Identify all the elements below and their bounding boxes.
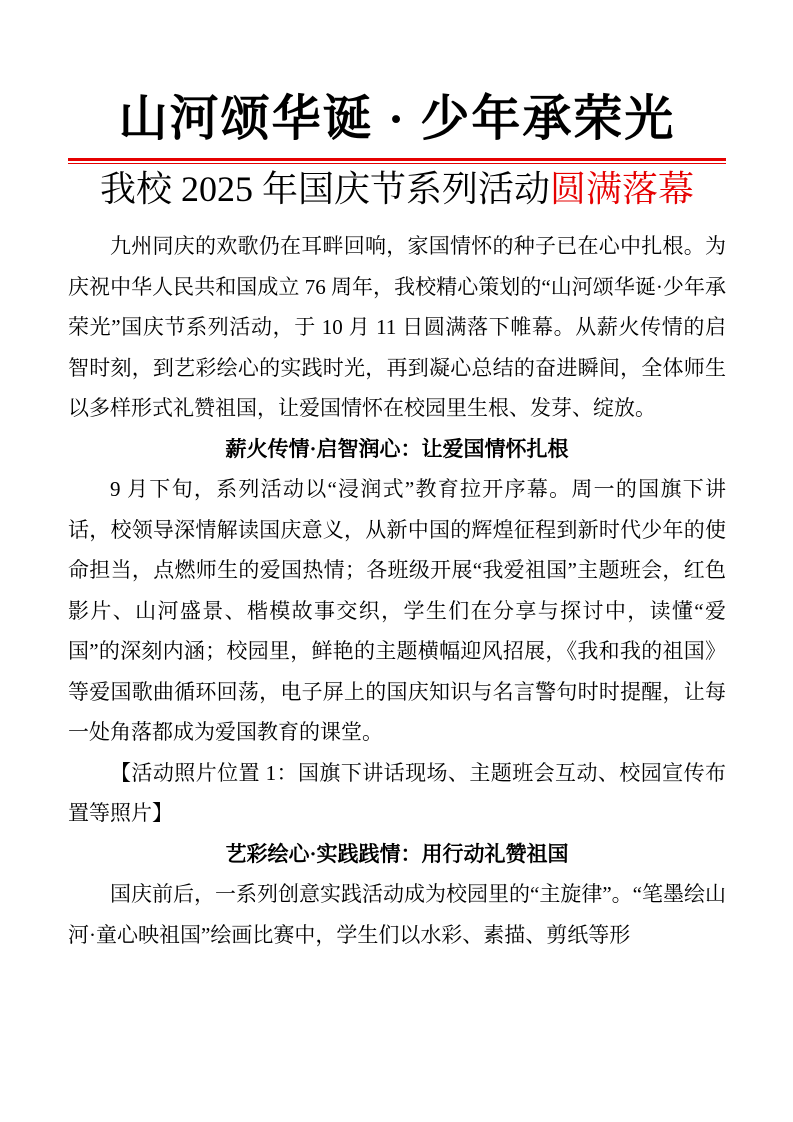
subtitle-highlight: 圆满落幕: [550, 169, 695, 209]
section-heading: 薪火传情·启智润心：让爱国情怀扎根: [225, 436, 569, 461]
body-paragraph: 【活动照片位置 1：国旗下讲话现场、主题班会互动、校园宣传布置等照片】: [68, 760, 726, 825]
document-subtitle: [68, 167, 726, 211]
body-paragraph: 9 月下旬，系列活动以“浸润式”教育拉开序幕。周一的国旗下讲话，校领导深情解读国庆意义，从新中国的辉煌征程到新时代少年的使命担当，点燃师生的爱国热情；各班级开展“我爱祖国”主题班会，红色影片、山河盛景、楷模故事交织，学生们在分享与探讨中，读懂“爱国”的深刻内涵；校园里，鲜艳的主题横幅迎风招展，《我和我的祖国》等爱国歌曲循环回荡，电子屏上的国庆知识与名言警句时时提醒，让每一处角落都成为爱国教育的课堂。: [68, 477, 726, 744]
article-body: [68, 226, 726, 955]
section-heading: 艺彩绘心·实践践情：用行动礼赞祖国: [225, 841, 569, 866]
masthead-divider: [68, 158, 726, 164]
body-paragraph: 九州同庆的欢歌仍在耳畔回响，家国情怀的种子已在心中扎根。为庆祝中华人民共和国成立 76 周年，我校精心策划的“山河颂华诞·少年承荣光”国庆节系列活动，于 10 月 11 日圆满落下帷幕。从薪火传情的启智时刻，到艺彩绘心的实践时光，再到凝心总结的奋进瞬间，全体师生以多样形式礼赞祖国，让爱国情怀在校园里生根、发芽、绽放。: [68, 234, 726, 420]
body-paragraph: 国庆前后，一系列创意实践活动成为校园里的“主旋律”。“笔墨绘山河·童心映祖国”绘画比赛中，学生们以水彩、素描、剪纸等形: [68, 882, 726, 947]
page-content: [68, 0, 726, 955]
document-title: 山河颂华诞 · 少年承荣光: [118, 91, 676, 146]
subtitle-text: 我校 2025 年国庆节系列活动: [99, 169, 550, 209]
